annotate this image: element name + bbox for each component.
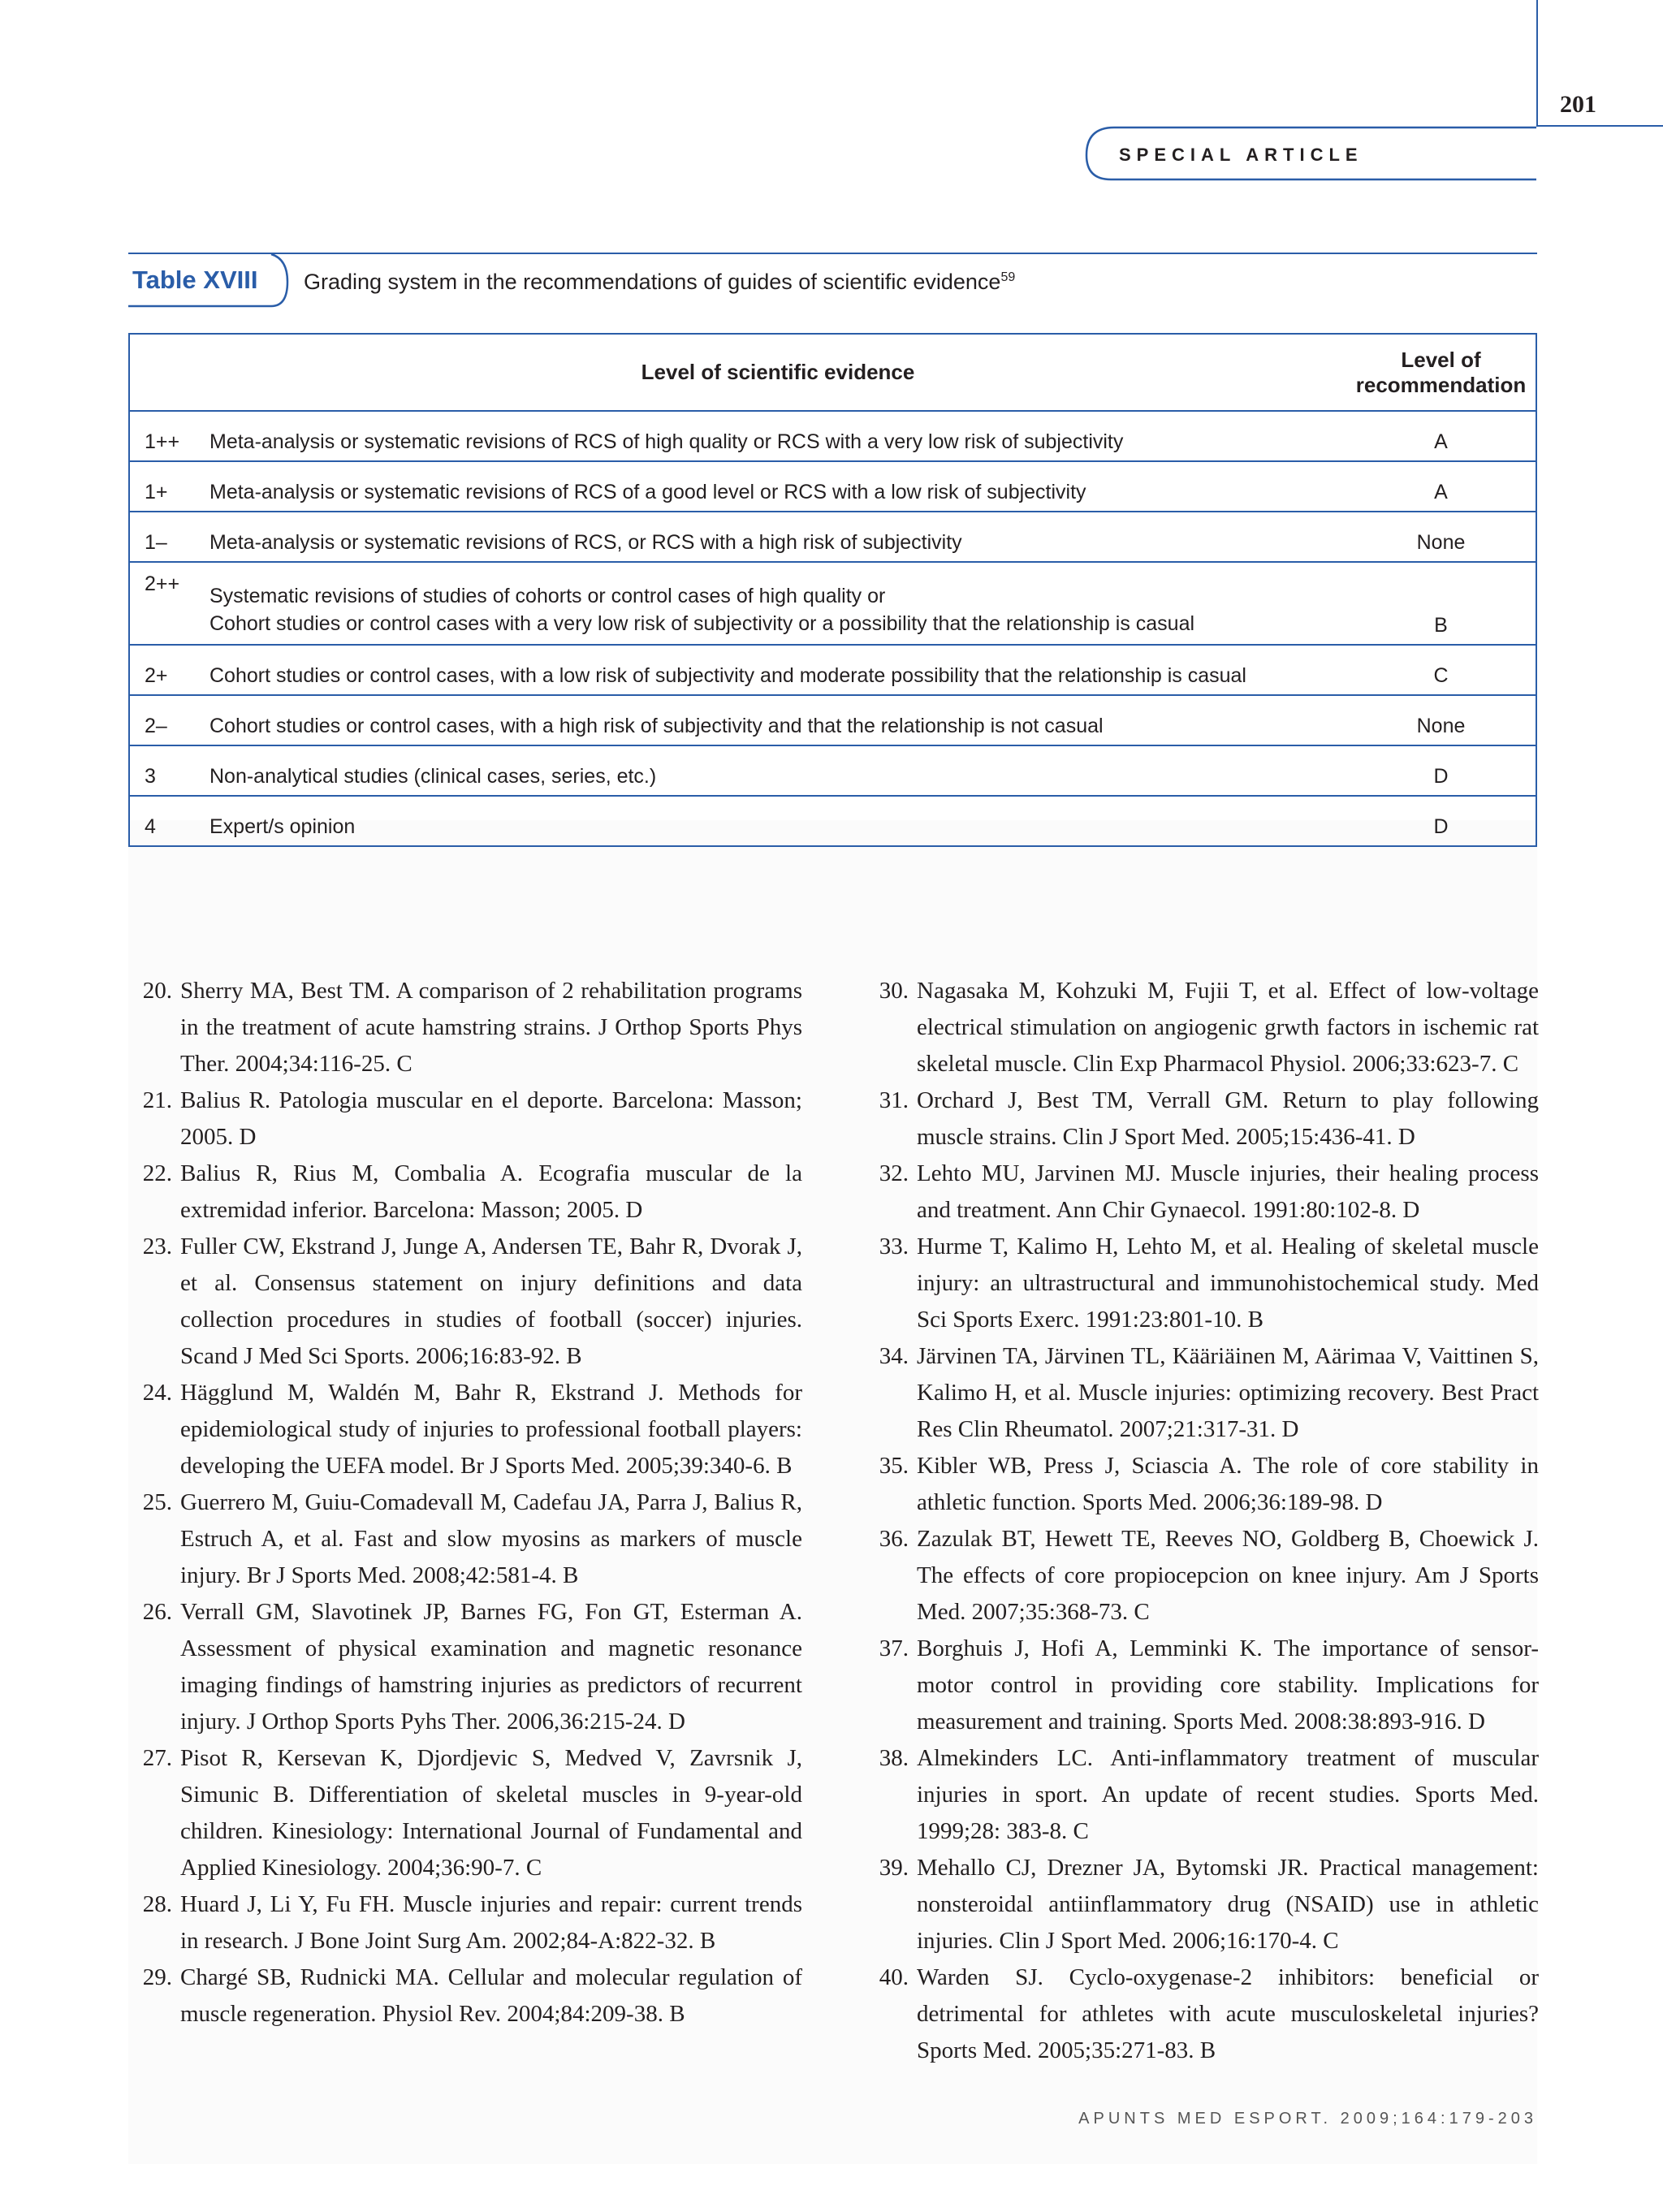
reference-item <box>128 1082 802 1156</box>
reference-text: Huard J, Li Y, Fu FH. Muscle injuries and repair: current trends in research. J Bone Joint Surg Am. 2002;84-A:822-32. B <box>180 1891 802 1954</box>
reference-text: Fuller CW, Ekstrand J, Junge A, Andersen TE, Bahr R, Dvorak J, et al. Consensus statement on injury definitions and data collection procedures in studies of football (soccer) injuries. Scand J Med Sci Sports. 2006;16:83-92. B <box>180 1233 802 1369</box>
reference-number: 39. <box>879 1855 909 1881</box>
reference-number: 20. <box>142 978 172 1004</box>
reference-number: 27. <box>142 1745 172 1771</box>
row-level: 2++ <box>129 562 209 645</box>
reference-text: Kibler WB, Press J, Sciascia A. The role of core stability in athletic function. Sports Med. 2006;36:189-98. D <box>917 1453 1539 1515</box>
reference-text: Hägglund M, Waldén M, Bahr R, Ekstrand J. Methods for epidemiological study of injuries to professional football players: developing the UEFA model. Br J Sports Med. 2005;39:340-6. B <box>180 1380 802 1479</box>
reference-text: Sherry MA, Best TM. A comparison of 2 rehabilitation programs in the treatment of acute hamstring strains. J Orthop Sports Phys Ther. 2004;34:116-25. C <box>180 978 802 1077</box>
row-description: Cohort studies or control cases, with a high risk of subjectivity and that the relationship is not casual <box>209 695 1346 745</box>
reference-number: 26. <box>142 1599 172 1625</box>
reference-number: 37. <box>879 1635 909 1661</box>
table-row <box>129 695 1536 745</box>
reference-item <box>865 1156 1539 1229</box>
table-title-ref: 59 <box>1000 270 1016 284</box>
reference-text: Orchard J, Best TM, Verrall GM. Return to play following muscle strains. Clin J Sport Med. 2005;15:436-41. D <box>917 1087 1539 1150</box>
header-evidence: Level of scientific evidence <box>209 334 1346 411</box>
table-row <box>129 411 1536 461</box>
reference-number: 40. <box>879 1964 909 1990</box>
reference-number: 28. <box>142 1891 172 1917</box>
evidence-table <box>128 333 1537 847</box>
reference-number: 32. <box>879 1160 909 1186</box>
row-level: 1+ <box>129 461 209 512</box>
reference-item <box>128 1740 802 1886</box>
reference-item <box>128 1229 802 1375</box>
table-row <box>129 461 1536 512</box>
reference-text: Hurme T, Kalimo H, Lehto M, et al. Healing of skeletal muscle injury: an ultrastructural and immunohistochemical study. Med Sci Sports Exerc. 1991:23:801-10. B <box>917 1233 1539 1333</box>
reference-item <box>865 1082 1539 1156</box>
reference-number: 35. <box>879 1453 909 1479</box>
row-description: Meta-analysis or systematic revisions of RCS, or RCS with a high risk of subjectivity <box>209 512 1346 562</box>
reference-item <box>865 1338 1539 1448</box>
reference-item <box>865 1521 1539 1631</box>
header-vertical-rule <box>1536 0 1538 126</box>
row-description-line1: Systematic revisions of studies of cohorts or control cases of high quality or <box>209 585 886 607</box>
row-description: Meta-analysis or systematic revisions of RCS of high quality or RCS with a very low risk of subjectivity <box>209 411 1346 461</box>
references-right-column <box>865 973 1539 2069</box>
reference-number: 34. <box>879 1343 909 1369</box>
reference-text: Verrall GM, Slavotinek JP, Barnes FG, Fon GT, Esterman A. Assessment of physical examination and magnetic resonance imaging findings of hamstring injuries as predictors of recurrent injury. J Orthop Sports Pyhs Ther. 2006,36:215-24. D <box>180 1599 802 1735</box>
row-description <box>209 562 1346 645</box>
reference-text: Balius R. Patologia muscular en el deporte. Barcelona: Masson; 2005. D <box>180 1087 802 1150</box>
reference-item <box>128 1484 802 1594</box>
reference-number: 22. <box>142 1160 172 1186</box>
section-label: SPECIAL ARTICLE <box>1119 145 1363 165</box>
row-level: 3 <box>129 745 209 796</box>
page-number: 201 <box>1560 91 1596 118</box>
reference-item <box>865 1229 1539 1338</box>
reference-number: 23. <box>142 1233 172 1259</box>
table-title-rule <box>128 253 1537 254</box>
row-level: 2– <box>129 695 209 745</box>
row-recommendation: D <box>1346 745 1536 796</box>
row-description-line2: Cohort studies or control cases with a very low risk of subjectivity or a possibility that the relationship is casual <box>209 612 1195 635</box>
reference-number: 30. <box>879 978 909 1004</box>
reference-text: Pisot R, Kersevan K, Djordjevic S, Medved V, Zavrsnik J, Simunic B. Differentiation of skeletal muscles in 9-year-old children. Kinesiology: International Journal of Fundamental and Applied Kinesiology. 2004;36:90-7. C <box>180 1745 802 1881</box>
reference-item <box>865 1448 1539 1521</box>
page-number-rule <box>1536 125 1663 127</box>
row-recommendation: D <box>1346 796 1536 846</box>
header-rec-line2: recommendation <box>1355 372 1527 397</box>
reference-text: Guerrero M, Guiu-Comadevall M, Cadefau JA, Parra J, Balius R, Estruch A, et al. Fast and slow myosins as markers of muscle injury. Br J Sports Med. 2008;42:581-4. B <box>180 1489 802 1588</box>
reference-text: Mehallo CJ, Drezner JA, Bytomski JR. Practical management: nonsteroidal antiinflammatory drug (NSAID) use in athletic injuries. Clin J Sport Med. 2006;16:170-4. C <box>917 1855 1539 1954</box>
reference-number: 31. <box>879 1087 909 1113</box>
row-recommendation: A <box>1346 461 1536 512</box>
journal-citation: APUNTS MED ESPORT. 2009;164:179-203 <box>1078 2110 1537 2128</box>
reference-item <box>128 973 802 1082</box>
reference-item <box>865 1850 1539 1959</box>
row-recommendation: B <box>1346 562 1536 645</box>
row-level: 2+ <box>129 645 209 695</box>
row-level: 4 <box>129 796 209 846</box>
table-row <box>129 745 1536 796</box>
table-row <box>129 562 1536 645</box>
row-recommendation: None <box>1346 512 1536 562</box>
row-recommendation: C <box>1346 645 1536 695</box>
reference-number: 29. <box>142 1964 172 1990</box>
header-rec-line1: Level of <box>1401 347 1481 372</box>
table-row <box>129 512 1536 562</box>
row-description: Expert/s opinion <box>209 796 1346 846</box>
table-header-row <box>129 334 1536 411</box>
reference-item <box>865 973 1539 1082</box>
row-description: Non-analytical studies (clinical cases, series, etc.) <box>209 745 1346 796</box>
row-description: Meta-analysis or systematic revisions of RCS of a good level or RCS with a low risk of subjectivity <box>209 461 1346 512</box>
header-level-blank <box>129 334 209 411</box>
row-level: 1++ <box>129 411 209 461</box>
reference-item <box>865 1631 1539 1740</box>
reference-text: Järvinen TA, Järvinen TL, Kääriäinen M, Aärimaa V, Vaittinen S, Kalimo H, et al. Muscle injuries: optimizing recovery. Best Pract Res Clin Rheumatol. 2007;21:317-31. D <box>917 1343 1539 1442</box>
reference-text: Chargé SB, Rudnicki MA. Cellular and molecular regulation of muscle regeneration. Physiol Rev. 2004;84:209-38. B <box>180 1964 802 2027</box>
row-recommendation: None <box>1346 695 1536 745</box>
reference-item <box>865 1740 1539 1850</box>
reference-number: 38. <box>879 1745 909 1771</box>
table-label: Table XVIII <box>132 266 258 294</box>
reference-text: Warden SJ. Cyclo-oxygenase-2 inhibitors: beneficial or detrimental for athletes with acute musculoskeletal injuries? Sports Med. 2005;35:271-83. B <box>917 1964 1539 2063</box>
reference-number: 25. <box>142 1489 172 1515</box>
reference-item <box>865 1959 1539 2069</box>
reference-item <box>128 1959 802 2033</box>
reference-item <box>128 1886 802 1959</box>
reference-item <box>128 1156 802 1229</box>
references-left-column <box>128 973 802 2033</box>
table-title <box>304 270 1015 295</box>
row-description: Cohort studies or control cases, with a low risk of subjectivity and moderate possibility that the relationship is casual <box>209 645 1346 695</box>
reference-number: 33. <box>879 1233 909 1259</box>
reference-item <box>128 1594 802 1740</box>
reference-text: Lehto MU, Jarvinen MJ. Muscle injuries, their healing process and treatment. Ann Chir Gynaecol. 1991:80:102-8. D <box>917 1160 1539 1223</box>
table-title-text: Grading system in the recommendations of guides of scientific evidence <box>304 270 1001 294</box>
reference-text: Borghuis J, Hofi A, Lemminki K. The importance of sensor-motor control in providing core stability. Implications for measurement and training. Sports Med. 2008:38:893-916. D <box>917 1635 1539 1735</box>
reference-number: 21. <box>142 1087 172 1113</box>
row-recommendation: A <box>1346 411 1536 461</box>
reference-text: Balius R, Rius M, Combalia A. Ecografia muscular de la extremidad inferior. Barcelona: Masson; 2005. D <box>180 1160 802 1223</box>
header-recommendation <box>1346 334 1536 411</box>
reference-number: 36. <box>879 1526 909 1552</box>
reference-item <box>128 1375 802 1484</box>
reference-number: 24. <box>142 1380 172 1406</box>
reference-text: Almekinders LC. Anti-inflammatory treatment of muscular injuries in sport. An update of recent studies. Sports Med. 1999;28: 383-8. C <box>917 1745 1539 1844</box>
table-row <box>129 645 1536 695</box>
table-row <box>129 796 1536 846</box>
reference-text: Zazulak BT, Hewett TE, Reeves NO, Goldberg B, Choewick J. The effects of core propiocepcion on knee injury. Am J Sports Med. 2007;35:368-73. C <box>917 1526 1539 1625</box>
row-level: 1– <box>129 512 209 562</box>
reference-text: Nagasaka M, Kohzuki M, Fujii T, et al. Effect of low-voltage electrical stimulation on angiogenic grwth factors in ischemic rat skeletal muscle. Clin Exp Pharmacol Physiol. 2006;33:623-7. C <box>917 978 1539 1077</box>
